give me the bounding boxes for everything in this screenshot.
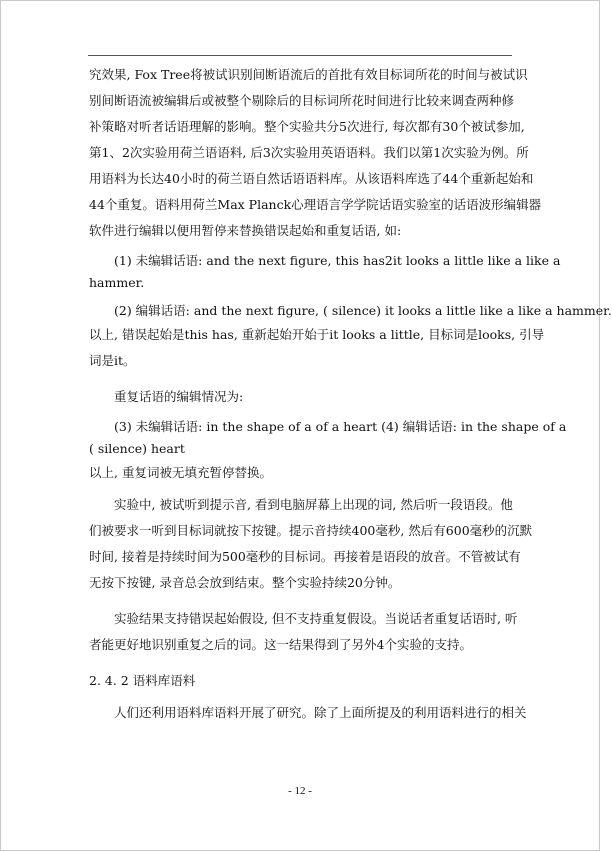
text-line: 究效果, Fox Tree将被试识别间断语流后的首批有效目标词所花的时间与被试识 (89, 67, 528, 82)
header-rule (88, 55, 512, 56)
page-number: - 12 - (288, 785, 312, 797)
example-2: (2) 编辑话语: and the next figure, ( silence) it looks a little like a like a hammer. (114, 303, 612, 318)
example-3-4: (3) 未编辑话语: in the shape of a of a heart (4) 编辑话语: in the shape of a (114, 419, 567, 434)
text-line: 别间断语流被编辑后或被整个剔除后的目标词所花时间进行比较来调查两种修 (89, 93, 515, 108)
text-line: 44个重复。语料用荷兰Max Planck心理语言学学院话语实验室的话语波形编辑器 (89, 197, 542, 212)
text-line: 时间, 接着是持续时间为500毫秒的目标词。再接着是语段的放音。不管被试有 (89, 549, 521, 564)
example-3-4-cont: ( silence) heart (89, 441, 185, 456)
example-1-cont: hammer. (89, 275, 145, 290)
text-line: 人们还利用语料库语料开展了研究。除了上面所提及的利用语料进行的相关 (114, 705, 527, 720)
text-line: 软件进行编辑以便用暂停来替换错误起始和重复话语, 如: (89, 223, 402, 238)
text-line: 补策略对听者话语理解的影响。整个实验共分5次进行, 每次都有30个被试参加, (89, 119, 525, 134)
text-line: 以上, 重复词被无填充暂停替换。 (89, 465, 272, 480)
text-line: 们被要求一听到目标词就按下按键。提示音持续400毫秒, 然后有600毫秒的沉默 (89, 523, 533, 538)
example-1: (1) 未编辑话语: and the next figure, this has2it looks a little like a like a (114, 253, 561, 268)
text-line: 实验中, 被试听到提示音, 看到电脑屏幕上出现的词, 然后听一段语段。他 (114, 497, 513, 512)
section-heading: 2. 4. 2 语料库语料 (89, 673, 196, 688)
text-line: 以上, 错误起始是this has, 重新起始开始于it looks a little, 目标词是looks, 引导 (89, 327, 545, 342)
text-line: 无按下按键, 录音总会放到结束。整个实验持续20分钟。 (89, 575, 401, 590)
text-line: 第1、2次实验用荷兰语语料, 后3次实验用英语语料。我们以第1次实验为例。所 (89, 145, 529, 160)
text-line: 词是it。 (89, 353, 136, 368)
text-line: 者能更好地识别重复之后的词。这一结果得到了另外4个实验的支持。 (89, 637, 472, 652)
document-body (89, 62, 612, 726)
text-line: 用语料为长达40小时的荷兰语自然话语语料库。从该语料库选了44个重新起始和 (89, 171, 534, 186)
text-line: 实验结果支持错误起始假设, 但不支持重复假设。当说话者重复话语时, 听 (114, 611, 518, 626)
text-line: 重复话语的编辑情况为: (114, 389, 244, 404)
